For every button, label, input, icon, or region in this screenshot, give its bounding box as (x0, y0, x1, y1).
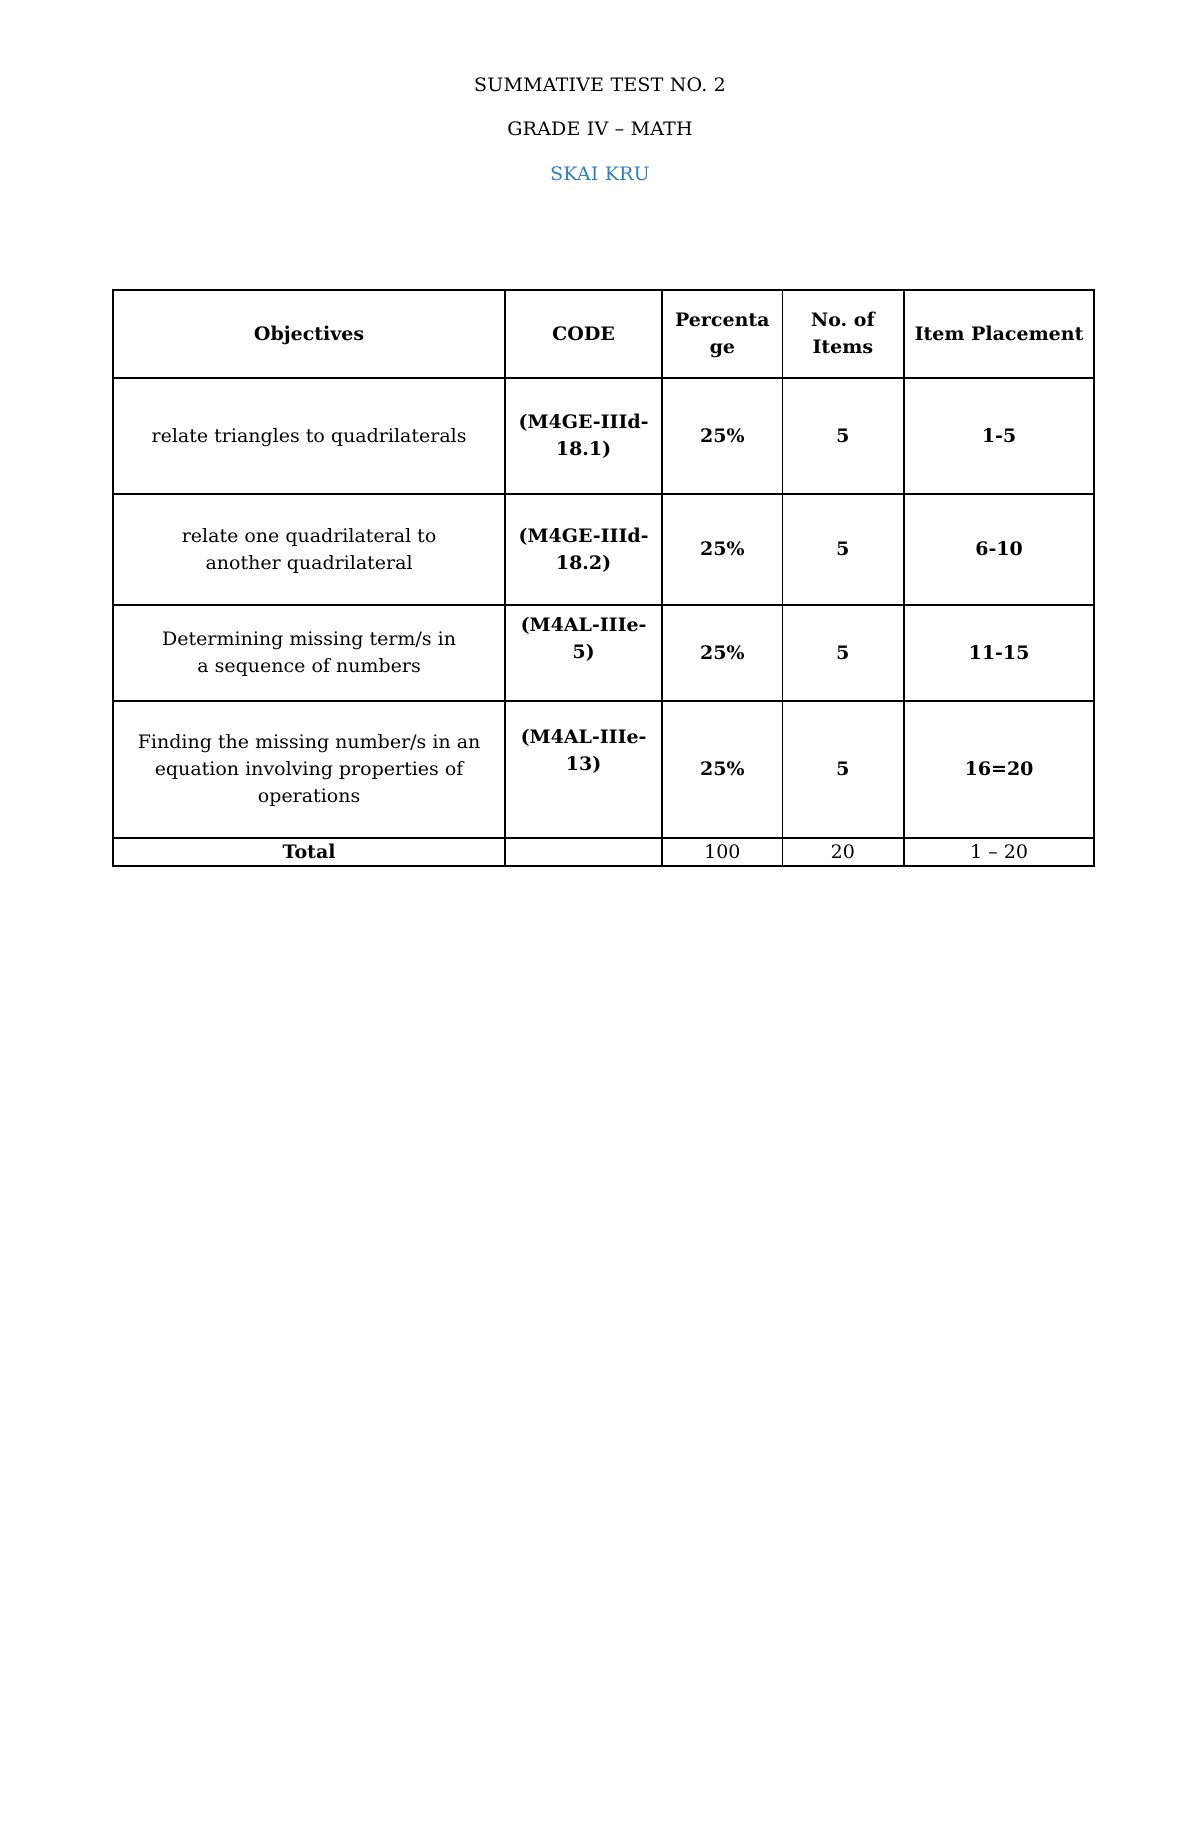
author-name: SKAI KRU (550, 163, 650, 185)
objective-cell: Determining missing term/s in a sequence of numbers (113, 605, 505, 701)
placement-cell: 16=20 (904, 701, 1094, 838)
header-percentage: Percentage (662, 290, 782, 378)
total-percentage: 100 (662, 838, 782, 866)
table-row (113, 605, 1094, 701)
code-cell: (M4GE-IIId-18.2) (505, 494, 662, 605)
code-cell: (M4AL-IIIe-5) (505, 605, 662, 701)
table-row (113, 701, 1094, 838)
objective-cell: relate one quadrilateral to another quadrilateral (113, 494, 505, 605)
header-no-of-items: No. of Items (782, 290, 904, 378)
percentage-cell: 25% (662, 378, 782, 494)
items-cell: 5 (782, 494, 904, 605)
total-row (113, 838, 1094, 866)
total-label: Total (113, 838, 505, 866)
table-header-row (113, 290, 1094, 378)
test-title: SUMMATIVE TEST NO. 2 (474, 74, 726, 96)
header-code: CODE (505, 290, 662, 378)
objective-cell: relate triangles to quadrilaterals (113, 378, 505, 494)
header-objectives: Objectives (113, 290, 505, 378)
percentage-cell: 25% (662, 494, 782, 605)
percentage-cell: 25% (662, 701, 782, 838)
code-cell: (M4AL-IIIe-13) (505, 701, 662, 838)
total-code-cell (505, 838, 662, 866)
total-items: 20 (782, 838, 904, 866)
placement-cell: 1-5 (904, 378, 1094, 494)
objective-cell: Finding the missing number/s in an equation involving properties of operations (113, 701, 505, 838)
placement-cell: 6-10 (904, 494, 1094, 605)
items-cell: 5 (782, 378, 904, 494)
items-cell: 5 (782, 701, 904, 838)
percentage-cell: 25% (662, 605, 782, 701)
table-row (113, 494, 1094, 605)
items-cell: 5 (782, 605, 904, 701)
header-item-placement: Item Placement (904, 290, 1094, 378)
total-placement: 1 – 20 (904, 838, 1094, 866)
table-row (113, 378, 1094, 494)
grade-subject: GRADE IV – MATH (507, 118, 693, 140)
table-of-specifications (112, 289, 1095, 867)
placement-cell: 11-15 (904, 605, 1094, 701)
code-cell: (M4GE-IIId-18.1) (505, 378, 662, 494)
